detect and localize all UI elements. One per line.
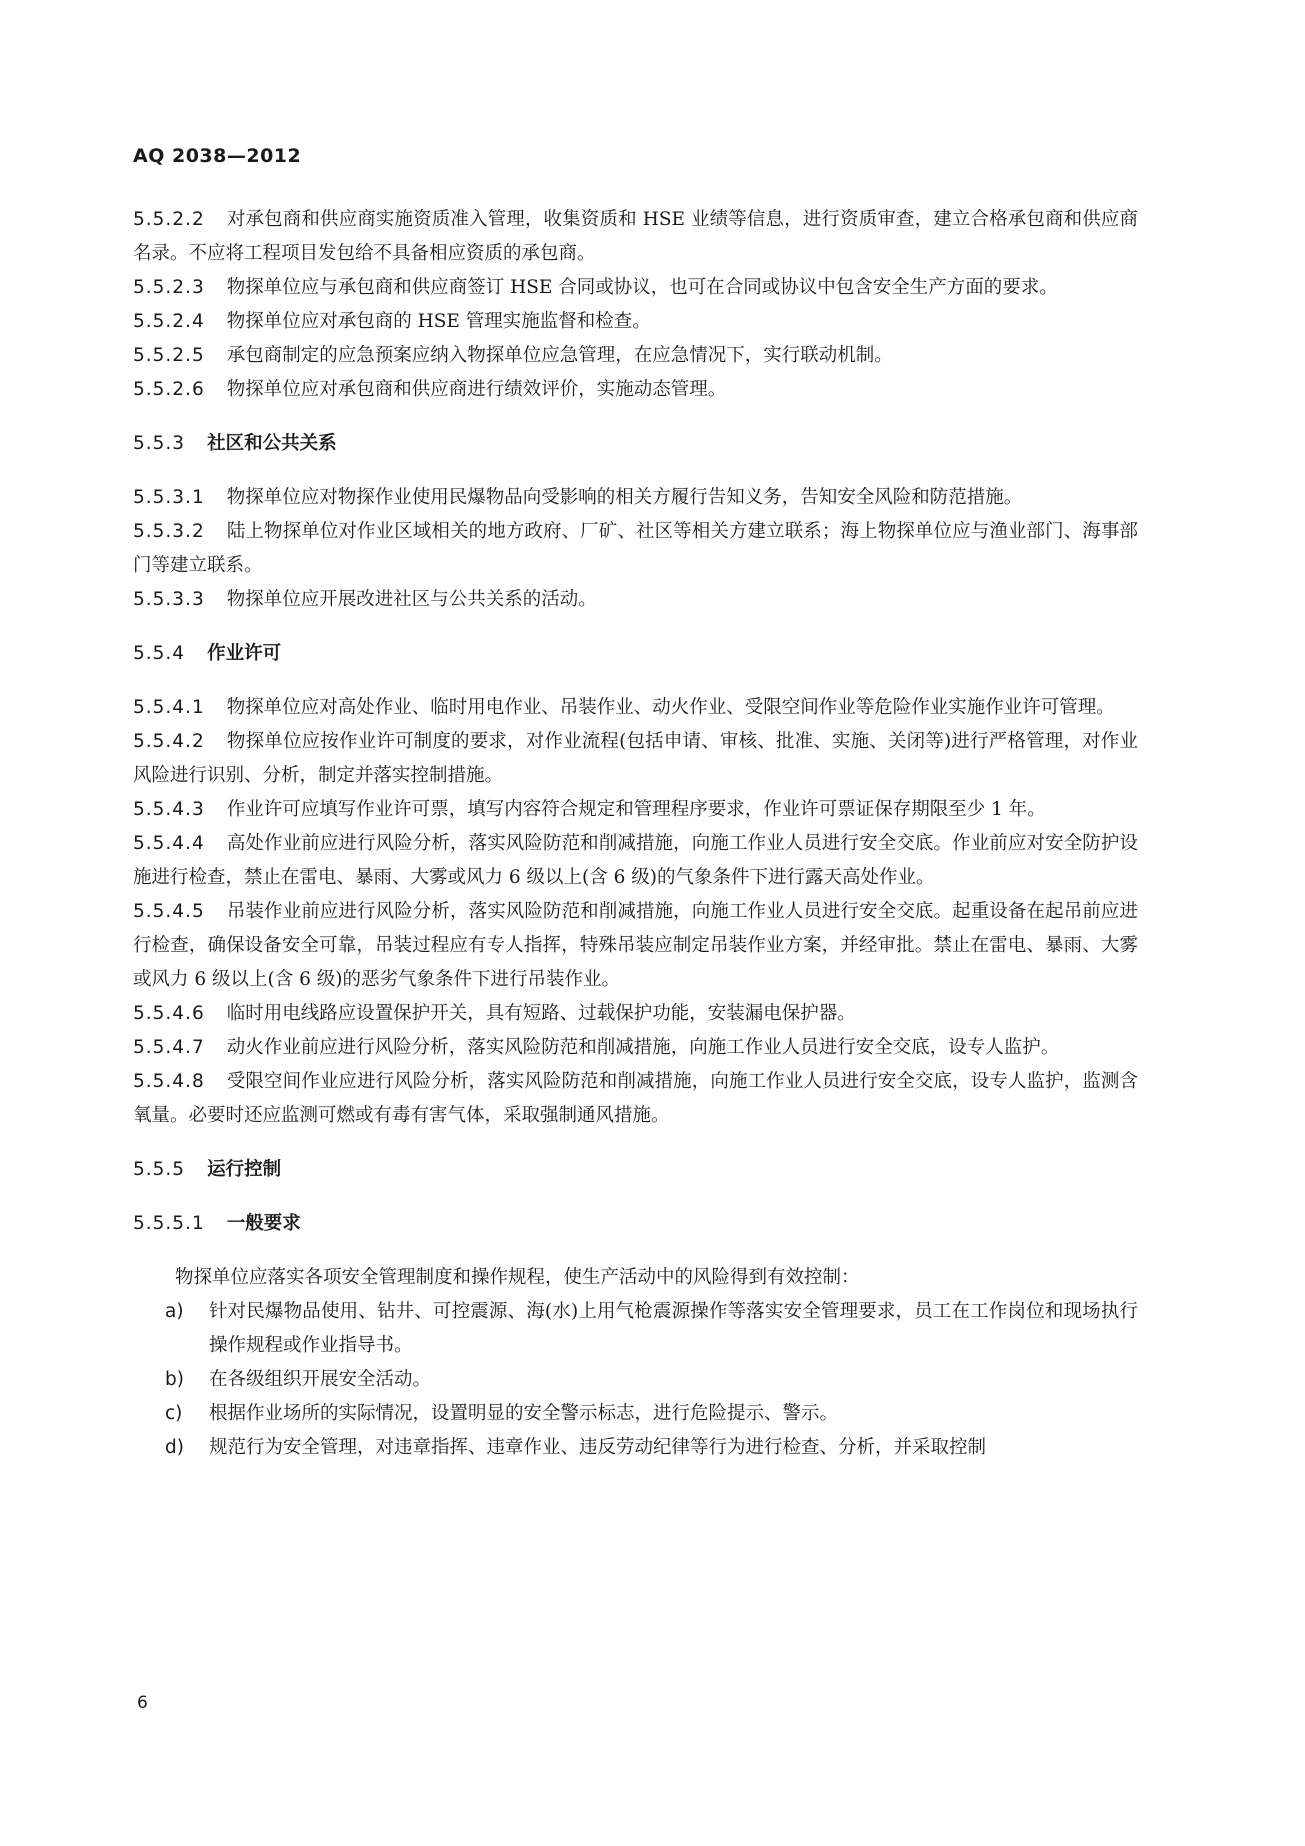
clause-5-5-4-4: 5.5.4.4 高处作业前应进行风险分析，落实风险防范和削减措施，向施工作业人员进行安全交底。作业前应对安全防护设施进行检查，禁止在雷电、暴雨、大雾或风力 6 级以上(含 6 级)的气象条件下进行露天高处作业。 xyxy=(133,833,1138,888)
list-item-b: b) 在各级组织开展安全活动。 xyxy=(165,1369,432,1390)
clause-5-5-2-3: 5.5.2.3 物探单位应与承包商和供应商签订 HSE 合同或协议，也可在合同或协议中包含安全生产方面的要求。 xyxy=(133,277,1058,298)
section-heading-5-5-5: 5.5.5 运行控制 xyxy=(133,1159,282,1180)
standard-number: AQ 2038—2012 xyxy=(133,145,302,167)
list-item-c: c) 根据作业场所的实际情况，设置明显的安全警示标志，进行危险提示、警示。 xyxy=(165,1403,839,1424)
section-heading-5-5-3: 5.5.3 社区和公共关系 xyxy=(133,433,337,454)
clause-5-5-2-5: 5.5.2.5 承包商制定的应急预案应纳入物探单位应急管理，在应急情况下，实行联动机制。 xyxy=(133,345,893,366)
section-heading-5-5-4: 5.5.4 作业许可 xyxy=(133,643,282,664)
list-item-d: d) 规范行为安全管理，对违章指挥、违章作业、违反劳动纪律等行为进行检查、分析，并采取控制 xyxy=(165,1437,987,1458)
section-heading-5-5-5-1: 5.5.5.1 一般要求 xyxy=(133,1213,301,1234)
clause-5-5-4-2: 5.5.4.2 物探单位应按作业许可制度的要求，对作业流程(包括申请、审核、批准、实施、关闭等)进行严格管理，对作业风险进行识别、分析，制定并落实控制措施。 xyxy=(133,731,1138,786)
clause-5-5-2-4: 5.5.2.4 物探单位应对承包商的 HSE 管理实施监督和检查。 xyxy=(133,311,651,332)
document-body xyxy=(133,203,1138,1465)
clause-5-5-3-1: 5.5.3.1 物探单位应对物探作业使用民爆物品向受影响的相关方履行告知义务，告知安全风险和防范措施。 xyxy=(133,487,1023,508)
clause-5-5-4-3: 5.5.4.3 作业许可应填写作业许可票，填写内容符合规定和管理程序要求，作业许可票证保存期限至少 1 年。 xyxy=(133,799,1046,820)
clause-5-5-2-6: 5.5.2.6 物探单位应对承包商和供应商进行绩效评价，实施动态管理。 xyxy=(133,379,727,400)
clause-5-5-4-5: 5.5.4.5 吊装作业前应进行风险分析，落实风险防范和削减措施，向施工作业人员进行安全交底。起重设备在起吊前应进行检查，确保设备安全可靠，吊装过程应有专人指挥，特殊吊装应制定吊装作业方案，并经审批。禁止在雷电、暴雨、大雾或风力 6 级以上(含 6 级)的恶劣气象条件下进行吊装作业。 xyxy=(133,901,1138,990)
clause-5-5-4-6: 5.5.4.6 临时用电线路应设置保护开关，具有短路、过载保护功能，安装漏电保护器。 xyxy=(133,1003,856,1024)
clause-5-5-3-3: 5.5.3.3 物探单位应开展改进社区与公共关系的活动。 xyxy=(133,589,597,610)
list-item-a: a) 针对民爆物品使用、钻井、可控震源、海(水)上用气枪震源操作等落实安全管理要求，员工在工作岗位和现场执行操作规程或作业指导书。 xyxy=(165,1301,1138,1356)
intro-paragraph: 物探单位应落实各项安全管理制度和操作规程，使生产活动中的风险得到有效控制： xyxy=(175,1267,860,1288)
clause-5-5-2-2: 5.5.2.2 对承包商和供应商实施资质准入管理，收集资质和 HSE 业绩等信息，进行资质审查，建立合格承包商和供应商名录。不应将工程项目发包给不具备相应资质的承包商。 xyxy=(133,209,1138,264)
page-number: 6 xyxy=(137,1693,148,1713)
clause-5-5-4-7: 5.5.4.7 动火作业前应进行风险分析，落实风险防范和削减措施，向施工作业人员进行安全交底，设专人监护。 xyxy=(133,1037,1060,1058)
clause-5-5-4-1: 5.5.4.1 物探单位应对高处作业、临时用电作业、吊装作业、动火作业、受限空间作业等危险作业实施作业许可管理。 xyxy=(133,697,1115,718)
clause-5-5-4-8: 5.5.4.8 受限空间作业应进行风险分析，落实风险防范和削减措施，向施工作业人员进行安全交底，设专人监护，监测含氧量。必要时还应监测可燃或有毒有害气体，采取强制通风措施。 xyxy=(133,1071,1138,1126)
clause-5-5-3-2: 5.5.3.2 陆上物探单位对作业区域相关的地方政府、厂矿、社区等相关方建立联系；海上物探单位应与渔业部门、海事部门等建立联系。 xyxy=(133,521,1138,576)
